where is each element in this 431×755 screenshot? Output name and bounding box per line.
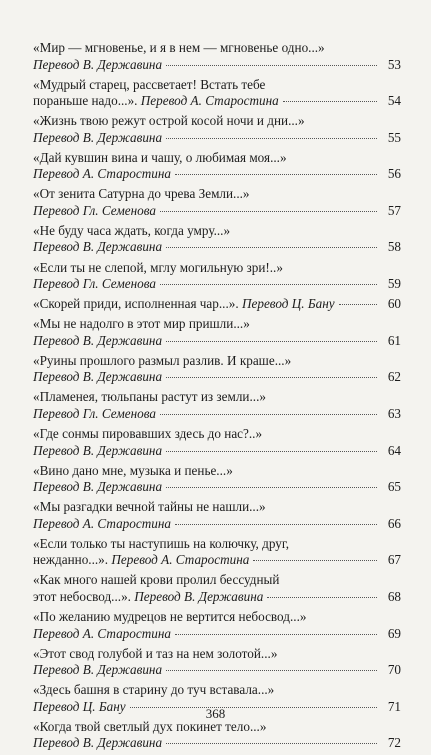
toc-entry-row — [33, 552, 401, 569]
translator-credit: Перевод Ц. Бану — [241, 296, 335, 312]
toc-entry-row — [33, 589, 401, 606]
toc-entry-row — [33, 57, 401, 74]
poem-first-line: «Если только ты наступишь на колючку, друг, — [33, 535, 290, 551]
poem-first-line: «Пламенея, тюльпаны растут из земли...» — [33, 389, 266, 405]
toc-entry[interactable] — [33, 646, 401, 679]
dot-leader — [166, 65, 377, 66]
translator-credit: Перевод А. Старостина — [33, 625, 171, 641]
translator-credit: Перевод В. Державина — [33, 129, 163, 145]
toc-entry-row — [33, 662, 401, 679]
poem-first-line: «Когда твой светлый дух покинет тело...» — [33, 718, 267, 734]
toc-entry[interactable] — [33, 77, 401, 110]
poem-first-line: «Вино дано мне, музыка и пенье...» — [33, 462, 233, 478]
dot-leader — [253, 560, 377, 561]
toc-entry-row — [33, 333, 401, 350]
entry-text — [33, 203, 156, 220]
dot-leader — [160, 414, 377, 415]
page-ref: 71 — [387, 698, 401, 714]
dot-leader — [175, 634, 377, 635]
dot-leader — [175, 524, 377, 525]
table-of-contents — [33, 40, 401, 755]
translator-credit: Перевод А. Старостина — [33, 515, 171, 531]
toc-entry-row — [33, 166, 401, 183]
translator-credit: Перевод В. Державина — [33, 332, 163, 348]
entry-text — [33, 626, 171, 643]
toc-entry-row — [33, 203, 401, 220]
poem-first-line: «Где сонмы пировавших здесь до нас?..» — [33, 426, 263, 442]
page-ref: 66 — [387, 515, 401, 531]
page-ref: 53 — [387, 56, 401, 72]
page-ref: 70 — [387, 662, 401, 678]
page-ref: 60 — [387, 296, 401, 312]
poem-first-line: «Мир — мгновенье, и я в нем — мгновенье одно...» — [33, 40, 325, 55]
poem-first-line: «Жизнь твою режут острой косой ночи и дни...» — [33, 113, 305, 129]
poem-first-line: «Мы разгадки вечной тайны не нашли...» — [33, 499, 266, 515]
translator-credit: Перевод В. Державина — [33, 479, 163, 495]
toc-entry-row — [33, 130, 401, 147]
translator-credit: Перевод А. Старостина — [33, 166, 171, 182]
translator-credit: Перевод А. Старостина — [140, 93, 279, 109]
page-ref: 68 — [387, 588, 401, 604]
page-ref: 54 — [387, 93, 401, 109]
entry-text — [33, 479, 162, 496]
toc-entry[interactable] — [33, 316, 401, 349]
toc-entry-row — [33, 735, 401, 752]
toc-entry-row — [33, 296, 401, 313]
dot-leader — [283, 101, 377, 102]
toc-entry[interactable] — [33, 353, 401, 386]
dot-leader — [166, 670, 377, 671]
translator-credit: Перевод В. Державина — [134, 588, 264, 604]
translator-credit: Перевод В. Державина — [33, 369, 163, 385]
poem-first-line: «Дай кувшин вина и чашу, о любимая моя...» — [33, 149, 287, 165]
entry-text — [33, 662, 162, 679]
toc-entry-row — [33, 406, 401, 423]
toc-entry-row — [33, 239, 401, 256]
toc-entry[interactable] — [33, 150, 401, 183]
poem-first-line: «Руины прошлого размыл разлив. И краше...» — [33, 352, 292, 368]
page-ref: 55 — [387, 129, 401, 145]
entry-text — [33, 406, 156, 423]
entry-text — [33, 93, 279, 110]
poem-first-line: «Этот свод голубой и таз на нем золотой...» — [33, 645, 278, 661]
entry-text — [33, 589, 263, 606]
entry-text — [33, 735, 162, 752]
poem-first-line: «Мы не надолго в этот мир пришли...» — [33, 316, 250, 332]
page-ref: 59 — [387, 276, 401, 292]
toc-entry-row — [33, 626, 401, 643]
toc-entry-row — [33, 276, 401, 293]
entry-text — [33, 516, 171, 533]
entry-text — [33, 296, 335, 313]
poem-first-line: «Если ты не слепой, мглу могильную зри!..» — [33, 259, 283, 275]
poem-first-line: «Здесь башня в старину до туч вставала...» — [33, 682, 275, 698]
entry-text — [33, 333, 162, 350]
toc-entry[interactable] — [33, 186, 401, 219]
entry-text — [33, 369, 162, 386]
entry-text — [33, 552, 249, 569]
poem-first-line: «Не буду часа ждать, когда умру...» — [33, 222, 231, 238]
toc-entry-row — [33, 516, 401, 533]
dot-leader — [160, 211, 377, 212]
dot-leader — [166, 341, 377, 342]
translator-credit: Перевод В. Державина — [33, 662, 163, 678]
dot-leader — [166, 487, 377, 488]
translator-credit: Перевод Гл. Семенова — [33, 202, 156, 218]
toc-entry-row — [33, 479, 401, 496]
entry-text — [33, 166, 171, 183]
toc-entry[interactable] — [33, 719, 401, 752]
translator-credit: Перевод В. Державина — [33, 735, 163, 751]
page-ref: 72 — [387, 735, 401, 751]
poem-line-continuation: этот небосвод...». — [33, 588, 135, 604]
toc-entry[interactable] — [33, 609, 401, 642]
page-ref: 67 — [387, 552, 401, 568]
toc-entry[interactable] — [33, 536, 401, 569]
dot-leader — [160, 284, 377, 285]
page-ref: 56 — [387, 166, 401, 182]
toc-entry[interactable] — [33, 40, 401, 73]
poem-line-continuation: нежданно...». — [33, 552, 112, 568]
page-ref: 69 — [387, 625, 401, 641]
translator-credit: Перевод В. Державина — [33, 239, 163, 255]
entry-text — [33, 443, 162, 460]
toc-entry[interactable] — [33, 260, 401, 293]
page-ref: 61 — [387, 332, 401, 348]
page-ref: 57 — [387, 202, 401, 218]
translator-credit: Перевод Гл. Семенова — [33, 405, 156, 421]
toc-entry[interactable] — [33, 426, 401, 459]
dot-leader — [175, 174, 377, 175]
translator-credit: Перевод Ц. Бану — [33, 698, 126, 714]
toc-entry[interactable] — [33, 389, 401, 422]
poem-line-continuation: «Скорей приди, исполненная чар...». — [33, 296, 242, 312]
poem-first-line: «По желанию мудрецов не вертится небосвод...» — [33, 609, 307, 624]
dot-leader — [339, 304, 377, 305]
page-ref: 58 — [387, 239, 401, 255]
toc-entry[interactable] — [33, 113, 401, 146]
translator-credit: Перевод В. Державина — [33, 442, 163, 458]
dot-leader — [166, 377, 377, 378]
poem-first-line: «От зенита Сатурна до чрева Земли...» — [33, 186, 250, 202]
page-ref: 63 — [387, 405, 401, 421]
page-number: 368 — [205, 706, 226, 721]
toc-entry[interactable] — [33, 296, 401, 313]
poem-first-line: «Как много нашей крови пролил бессудный — [33, 572, 280, 588]
toc-entry-row — [33, 93, 401, 110]
translator-credit: Перевод Гл. Семенова — [33, 276, 156, 292]
entry-text — [33, 276, 156, 293]
dot-leader — [267, 597, 377, 598]
poem-first-line: «Мудрый старец, рассветает! Встать тебе — [33, 76, 266, 92]
toc-entry-row — [33, 443, 401, 460]
poem-line-continuation: пораньше надо...». — [33, 93, 141, 109]
entry-text — [33, 57, 162, 74]
toc-entry[interactable] — [33, 223, 401, 256]
toc-entry[interactable] — [33, 463, 401, 496]
toc-entry[interactable] — [33, 499, 401, 532]
dot-leader — [166, 743, 377, 744]
page-ref: 64 — [387, 442, 401, 458]
dot-leader — [166, 247, 377, 248]
entry-text — [33, 130, 162, 147]
page-ref: 62 — [387, 369, 401, 385]
entry-text — [33, 239, 162, 256]
page-ref: 65 — [387, 479, 401, 495]
dot-leader — [166, 451, 377, 452]
translator-credit: Перевод А. Старостина — [111, 552, 250, 568]
toc-entry-row — [33, 369, 401, 386]
toc-entry[interactable] — [33, 572, 401, 605]
translator-credit: Перевод В. Державина — [33, 56, 163, 72]
dot-leader — [166, 138, 377, 139]
